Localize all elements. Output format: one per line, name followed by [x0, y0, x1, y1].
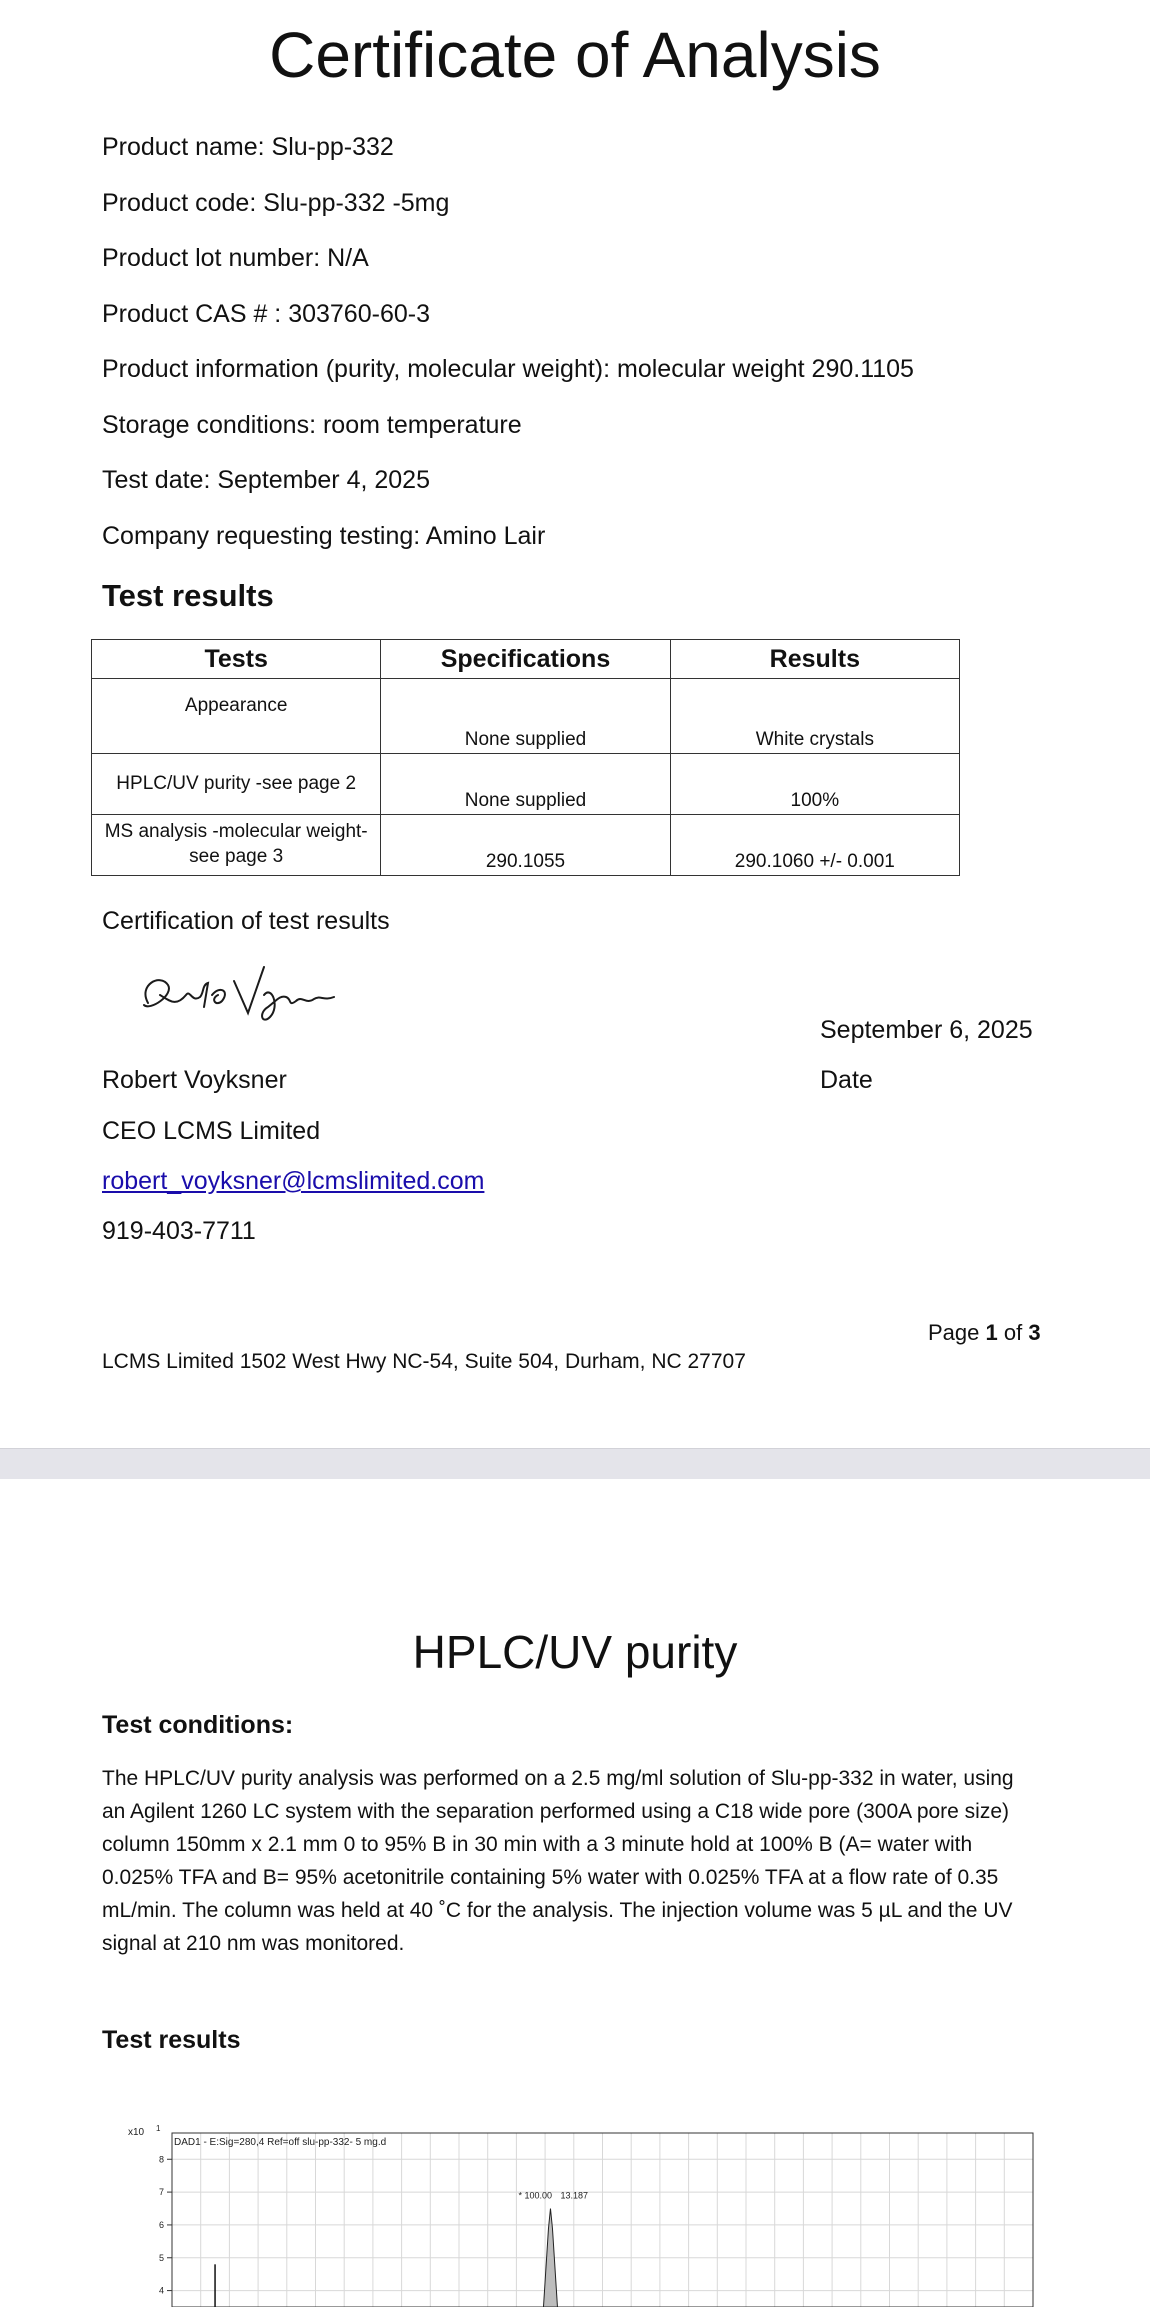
table-row — [92, 679, 960, 754]
cell-test: HPLC/UV purity -see page 2 — [92, 754, 381, 815]
test-date: Test date: September 4, 2025 — [102, 466, 430, 494]
hplc-title: HPLC/UV purity — [412, 1626, 738, 1678]
y-tick-label: 6 — [158, 2219, 164, 2230]
cell-test: MS analysis -molecular weight- see page 3 — [92, 815, 381, 876]
email-link[interactable] — [102, 1167, 484, 1196]
cell-result: 100% — [670, 754, 959, 815]
peak-area-label: * 100.00 — [518, 2190, 552, 2201]
cell-result: White crystals — [670, 679, 959, 754]
y-tick-label: 5 — [158, 2252, 164, 2263]
storage-conditions: Storage conditions: room temperature — [102, 411, 522, 439]
cell-specification: None supplied — [381, 679, 670, 754]
cell-test: Appearance — [92, 679, 381, 754]
header-results: Results — [670, 640, 959, 679]
page-total: 3 — [1028, 1320, 1041, 1345]
lot-number: Product lot number: N/A — [102, 244, 369, 272]
table-row — [92, 754, 960, 815]
signature-date: September 6, 2025 — [820, 1016, 1033, 1044]
signature-image — [130, 955, 350, 1035]
y-tick-label: 8 — [158, 2154, 164, 2165]
results-table — [91, 639, 960, 876]
table-header-row — [92, 640, 960, 679]
certification-label: Certification of test results — [102, 907, 390, 935]
footer-address: LCMS Limited 1502 West Hwy NC-54, Suite 504, Durham, NC 27707 — [102, 1350, 746, 1373]
y-multiplier-label: x10 — [128, 2127, 145, 2138]
page-title: Certificate of Analysis — [269, 19, 881, 91]
table-row — [92, 815, 960, 876]
y-tick-label: 4 — [158, 2285, 164, 2296]
chromatogram-chart — [120, 2123, 1040, 2307]
header-tests: Tests — [92, 640, 381, 679]
phone-number: 919-403-7711 — [102, 1217, 256, 1245]
test-results-heading: Test results — [102, 578, 274, 613]
signer-title: CEO LCMS Limited — [102, 1117, 321, 1145]
chart-title: DAD1 - E:Sig=280,4 Ref=off slu-pp-332- 5 mg.d — [174, 2137, 387, 2148]
product-info: Product information (purity, molecular weight): molecular weight 290.1105 — [102, 355, 914, 383]
test-conditions-heading: Test conditions: — [102, 1711, 294, 1739]
requesting-company: Company requesting testing: Amino Lair — [102, 522, 546, 550]
cell-result: 290.1060 +/- 0.001 — [670, 815, 959, 876]
date-label: Date — [820, 1066, 873, 1094]
page-number: Page 1 of 3 — [928, 1320, 1041, 1345]
signer-name: Robert Voyksner — [102, 1066, 287, 1094]
product-name: Product name: Slu-pp-332 — [102, 133, 394, 161]
cell-specification: 290.1055 — [381, 815, 670, 876]
test-conditions-text: The HPLC/UV purity analysis was performed on a 2.5 mg/ml solution of Slu-pp-332 in water, using an Agilent 1260 LC system with the separation performed using a C18 wide pore (300A pore size) column 150mm x 2.1 mm 0 to 95% B in 30 min with a 3 minute hold at 100% B (A= water with 0.025% TFA and B= 95% acetonitrile containing 5% water with 0.025% TFA at a flow rate of 0.35 mL/min. The column was held at 40 ˚C for the analysis. The injection volume was 5 µL and the UV signal at 210 nm was monitored. — [102, 1767, 1014, 1955]
hplc-test-results-heading: Test results — [102, 2026, 241, 2054]
email-link-text[interactable]: robert_voyksner@lcmslimited.com — [102, 1167, 485, 1195]
peak-time-label: 13.187 — [560, 2190, 588, 2201]
page-current: 1 — [985, 1320, 998, 1345]
product-code: Product code: Slu-pp-332 -5mg — [102, 189, 450, 217]
page-separator — [0, 1448, 1150, 1480]
cas-number: Product CAS # : 303760-60-3 — [102, 300, 430, 328]
y-exponent-label: 1 — [156, 2124, 161, 2133]
cell-specification: None supplied — [381, 754, 670, 815]
header-specifications: Specifications — [381, 640, 670, 679]
y-tick-label: 7 — [158, 2187, 164, 2198]
